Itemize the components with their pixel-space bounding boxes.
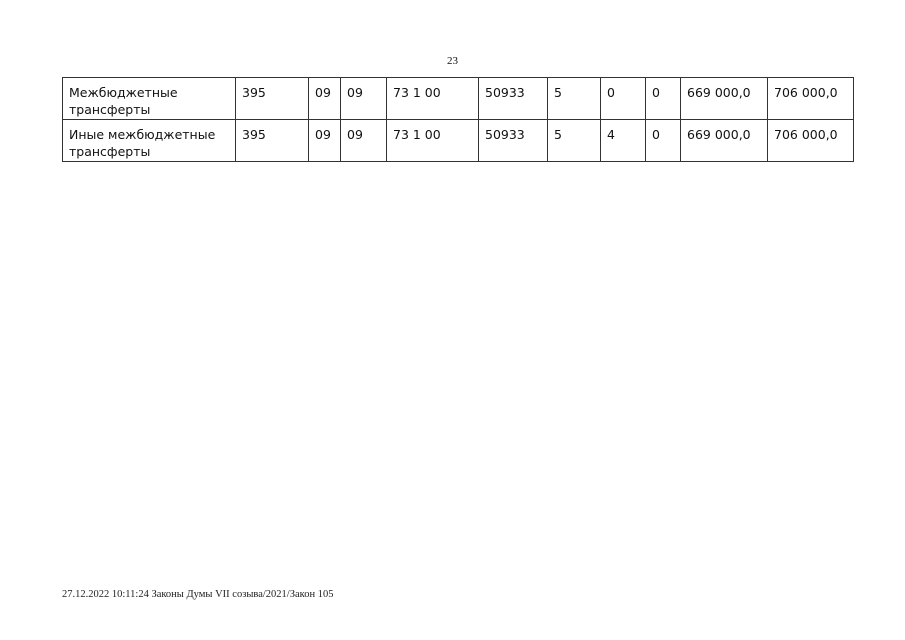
ministry-code-cell: 395 <box>236 120 309 162</box>
ministry-code-cell: 395 <box>236 78 309 120</box>
expense-group-cell: 5 <box>548 120 601 162</box>
row-name-cell: Иные межбюджетные трансферты <box>63 120 236 162</box>
budget-table <box>62 77 854 162</box>
expense-element-cell: 0 <box>646 78 681 120</box>
subsection-code-cell: 09 <box>341 120 387 162</box>
amount-year1-cell: 669 000,0 <box>681 120 768 162</box>
table-row <box>63 78 854 120</box>
amount-year1-cell: 669 000,0 <box>681 78 768 120</box>
program-code-cell: 73 1 00 <box>387 120 479 162</box>
row-name-cell: Межбюджетные трансферты <box>63 78 236 120</box>
expense-subgroup-cell: 0 <box>601 78 646 120</box>
expense-element-cell: 0 <box>646 120 681 162</box>
subsection-code-cell: 09 <box>341 78 387 120</box>
section-code-cell: 09 <box>309 120 341 162</box>
section-code-cell: 09 <box>309 78 341 120</box>
program-code-cell: 73 1 00 <box>387 78 479 120</box>
expense-subgroup-cell: 4 <box>601 120 646 162</box>
page-number: 23 <box>447 55 458 67</box>
table-row <box>63 120 854 162</box>
expense-group-cell: 5 <box>548 78 601 120</box>
direction-code-cell: 50933 <box>479 120 548 162</box>
direction-code-cell: 50933 <box>479 78 548 120</box>
amount-year2-cell: 706 000,0 <box>768 120 854 162</box>
document-footer: 27.12.2022 10:11:24 Законы Думы VII созыва/2021/Закон 105 <box>62 589 334 600</box>
amount-year2-cell: 706 000,0 <box>768 78 854 120</box>
